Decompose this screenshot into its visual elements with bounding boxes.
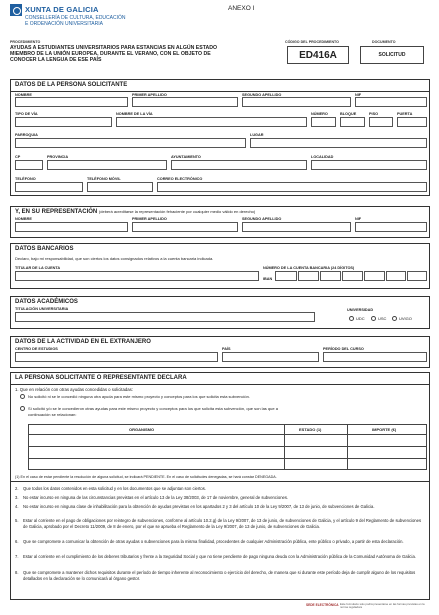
declaration-item: Que todos los datos contenidos en esta solicitud y en los documentos que se adjuntan son ciertos.: [23, 486, 206, 491]
label-puerta: PUERTA: [397, 112, 413, 116]
label-centre: CENTRO DE ESTUDIOS: [15, 347, 58, 351]
radio-other-aid[interactable]: [20, 406, 25, 411]
radio-uvigo[interactable]: [392, 316, 397, 321]
activity-section: [10, 336, 430, 368]
puerta-field[interactable]: [397, 117, 427, 127]
rep-nombre-field[interactable]: [15, 222, 128, 232]
procedure-label: PROCEDIMIENTO: [10, 40, 41, 44]
declaration-number: 4.: [15, 504, 19, 509]
academic-section: [10, 296, 430, 329]
nombre-via-field[interactable]: [116, 117, 307, 127]
label-ayuntamiento: AYUNTAMIENTO: [171, 155, 201, 159]
country-field[interactable]: [222, 352, 319, 362]
label-primer-apellido: PRIMER APELLIDO: [132, 93, 167, 97]
code-box: [287, 46, 349, 64]
applicant-section: [10, 79, 430, 196]
org-department: [25, 15, 175, 27]
document-box: [360, 46, 424, 64]
rep-label-nombre: NOMBRE: [15, 217, 32, 221]
localidad-field[interactable]: [311, 160, 427, 170]
representative-section: [10, 206, 430, 238]
label-piso: PISO: [369, 112, 379, 116]
declaration-number: 3.: [15, 495, 19, 500]
document-type: SOLICITUD: [378, 52, 406, 58]
piso-field[interactable]: [369, 117, 393, 127]
rep-label-primer-apellido: PRIMER APELLIDO: [132, 217, 167, 221]
radio-udc[interactable]: [349, 316, 354, 321]
label-udc: UDC: [356, 316, 365, 321]
tipo-via-field[interactable]: [15, 117, 112, 127]
procedure-header: [10, 40, 430, 66]
period-field[interactable]: [323, 352, 427, 362]
provincia-field[interactable]: [47, 160, 167, 170]
nombre-field[interactable]: [15, 97, 128, 107]
footer-label: SEDE ELECTRÓNICA: [306, 603, 339, 607]
iban-box-3[interactable]: [320, 271, 341, 281]
bank-section: [10, 243, 430, 289]
option-no-other-aid: No solicitó ni se le concedió ninguna otra ayuda para este mismo proyecto y conceptos para los que solicita esta subvención.: [28, 394, 250, 399]
declaration-item: Estar al corriente en el pago de obligaciones por reintegro de subvenciones, conforme al artículo 10.2.g) de la Ley 9/2007, de 13 de junio, de subvenciones de Galicia, y el artículo 9 del Reglamento de subvenciones de Galicia, aprobado por el Decreto 11/2009, de 8 de enero, por el que se aprueba el Reglamento de la Ley 9/2007, de 13 de junio, de subvenciones de Galicia.: [23, 518, 422, 529]
centre-field[interactable]: [15, 352, 218, 362]
activity-title: DATOS DE LA ACTIVIDAD EN EL EXTRANJERO: [15, 339, 151, 345]
primer-apellido-field[interactable]: [132, 97, 238, 107]
declaration-item: Estar al corriente en el cumplimiento de los deberes tributarios y frente a la Seguridad Social y que no tiene pendiente de pago ninguna deuda con la Administración pública de la Comunidad Autónoma de Galicia.: [23, 554, 416, 559]
org-dept-line1: CONSELLERÍA DE CULTURA, EDUCACIÓN: [25, 15, 126, 21]
label-numero: NÚMERO: [311, 112, 328, 116]
nif-field[interactable]: [355, 97, 427, 107]
annex-label: ANEXO I: [228, 5, 255, 12]
label-degree: TITULACIÓN UNIVERSITARIA: [15, 307, 69, 311]
col-estado: ESTADO (1): [299, 427, 322, 432]
label-bloque: BLOQUE: [340, 112, 357, 116]
label-tipo-via: TIPO DE VÍA: [15, 112, 38, 116]
rep-primer-apellido-field[interactable]: [132, 222, 238, 232]
academic-title: DATOS ACADÉMICOS: [15, 299, 78, 305]
bank-title: DATOS BANCARIOS: [15, 246, 74, 252]
procedure-code: ED416A: [299, 50, 337, 61]
org-name: XUNTA DE GALICIA: [25, 5, 99, 14]
other-aid-table: [28, 424, 427, 470]
lugar-field[interactable]: [250, 138, 427, 148]
rep-label-nif: NIF: [355, 217, 362, 221]
declaration-item: Que se compromete a comunicar la obtención de otras ayudas o subvenciones para la misma finalidad, procedentes de cualquier Administración pública, ente público o privado, a partir de esta declaración.: [23, 539, 404, 544]
iban-box-5[interactable]: [364, 271, 385, 281]
label-cp: CP: [15, 155, 21, 159]
parroquia-field[interactable]: [15, 138, 246, 148]
label-correo: CORREO ELECTRÓNICO: [157, 177, 203, 181]
account-holder-field[interactable]: [15, 271, 259, 281]
bloque-field[interactable]: [340, 117, 365, 127]
label-parroquia: PARROQUIA: [15, 133, 38, 137]
declaration-item: Que se compromete a mantener dichos requisitos durante el período de tiempo inherente al reconocimiento o ejercicio del derecho, de manera que si durante este período deja de cumplir alguno de los requisitos detallados en la declaración se lo comunicará al órgano gestor.: [23, 570, 416, 581]
applicant-title: DATOS DE LA PERSONA SOLICITANTE: [15, 82, 128, 88]
label-lugar: LUGAR: [250, 133, 264, 137]
xunta-logo-icon: [10, 4, 22, 16]
document-label: DOCUMENTO: [372, 40, 396, 44]
label-country: PAÍS: [222, 347, 231, 351]
representative-title: [15, 209, 255, 215]
label-nif: NIF: [355, 93, 362, 97]
label-uvigo: UVIGO: [399, 316, 412, 321]
iban-box-2[interactable]: [298, 271, 319, 281]
col-organismo: ORGANISMO: [129, 427, 155, 432]
declares-section: [10, 372, 430, 600]
iban-box-7[interactable]: [407, 271, 427, 281]
representative-note: (deberá acreditarse la representación fehaciente por cualquier medio válido en derecho): [98, 209, 256, 214]
telefono-movil-field[interactable]: [87, 182, 153, 192]
label-university: UNIVERSIDAD: [347, 308, 374, 312]
degree-field[interactable]: [15, 312, 315, 322]
label-nombre: NOMBRE: [15, 93, 32, 97]
rep-segundo-apellido-field[interactable]: [242, 222, 351, 232]
code-label: CÓDIGO DEL PROCEDIMIENTO: [285, 40, 339, 44]
label-period: PERÍODO DEL CURSO: [323, 347, 364, 351]
declaration-number: 6.: [15, 539, 19, 544]
radio-no-other-aid[interactable]: [20, 394, 25, 399]
rep-nif-field[interactable]: [355, 222, 427, 232]
declaration-number: 2.: [15, 486, 19, 491]
rep-label-segundo-apellido: SEGUNDO APELLIDO: [242, 217, 282, 221]
correo-field[interactable]: [157, 182, 427, 192]
cp-field[interactable]: [15, 160, 43, 170]
declaration-number: 5.: [15, 518, 19, 523]
footer-text: Este formulario solo podrá presentarse en las formas previstas en la norma reguladora: [340, 602, 425, 610]
telefono-field[interactable]: [15, 182, 83, 192]
label-provincia: PROVINCIA: [47, 155, 69, 159]
label-iban: IBAN: [263, 277, 273, 281]
bank-declaration: Declaro, bajo mi responsabilidad, que son ciertos los datos consignados relativos a la cuenta bancaria indicada.: [15, 256, 214, 261]
declares-footnote: (1) En el caso de estar pendiente la resolución de alguna solicitud, se indicará PENDIENTE. En el caso de solicitudes denegadas, se hará constar DENEGADA.: [15, 475, 277, 479]
procedure-line3: CONOCER LA LENGUA DE ESE PAÍS: [10, 57, 102, 63]
radio-usc[interactable]: [371, 316, 376, 321]
label-telefono-movil: TELÉFONO MÓVIL: [87, 177, 121, 181]
procedure-line1: AYUDAS A ESTUDIANTES UNIVERSITARIOS PARA ESTANCIAS EN ALGÚN ESTADO: [10, 45, 218, 51]
col-importe: IMPORTE (€): [372, 427, 397, 432]
iban-box-6[interactable]: [386, 271, 406, 281]
declaration-number: 7.: [15, 554, 19, 559]
representative-title-text: Y, EN SU REPRESENTACIÓN: [15, 209, 98, 215]
numero-field[interactable]: [311, 117, 336, 127]
declaration-number: 8.: [15, 570, 19, 575]
ayuntamiento-field[interactable]: [171, 160, 307, 170]
label-segundo-apellido: SEGUNDO APELLIDO: [242, 93, 282, 97]
label-telefono: TELÉFONO: [15, 177, 36, 181]
iban-box-1[interactable]: [275, 271, 297, 281]
org-dept-line2: E ORDENACIÓN UNIVERSITARIA: [25, 21, 103, 27]
option-other-aid-line2: continuación se relacionan:: [28, 412, 77, 417]
label-nombre-via: NOMBRE DE LA VÍA: [116, 112, 153, 116]
segundo-apellido-field[interactable]: [242, 97, 351, 107]
declares-q1: 1. Que en relación con otras ayudas concedidas o solicitadas:: [15, 387, 133, 392]
label-account-number: NÚMERO DE LA CUENTA BANCARIA (24 DÍGITOS): [263, 266, 355, 270]
declares-title: LA PERSONA SOLICITANTE O REPRESENTANTE DECLARA: [15, 375, 187, 381]
label-localidad: LOCALIDAD: [311, 155, 334, 159]
declaration-item: No estar incurso en ninguna de las circunstancias previstas en el artículo 13 de la Ley 38/2003, de 17 de noviembre, general de subvenciones.: [23, 495, 289, 500]
iban-box-4[interactable]: [342, 271, 363, 281]
label-account-holder: TITULAR DE LA CUENTA: [15, 266, 61, 270]
procedure-line2: MIEMBRO DE LA UNIÓN EUROPEA, DURANTE EL VERANO, CON EL OBJETO DE: [10, 51, 211, 57]
label-usc: USC: [378, 316, 387, 321]
option-other-aid-line1: Sí solicitó y/o se le concedieron otras ayudas para este mismo proyecto y conceptos para los que solicita esta subvención, que son las que a: [28, 406, 278, 411]
declaration-item: No estar incurso en ninguna clase de inhabilitación para la obtención de ayudas previstas en los apartados 2 y 3 del artículo 10 de la Ley 9/2007, de 13 de junio, de subvenciones de Galicia.: [23, 504, 375, 509]
